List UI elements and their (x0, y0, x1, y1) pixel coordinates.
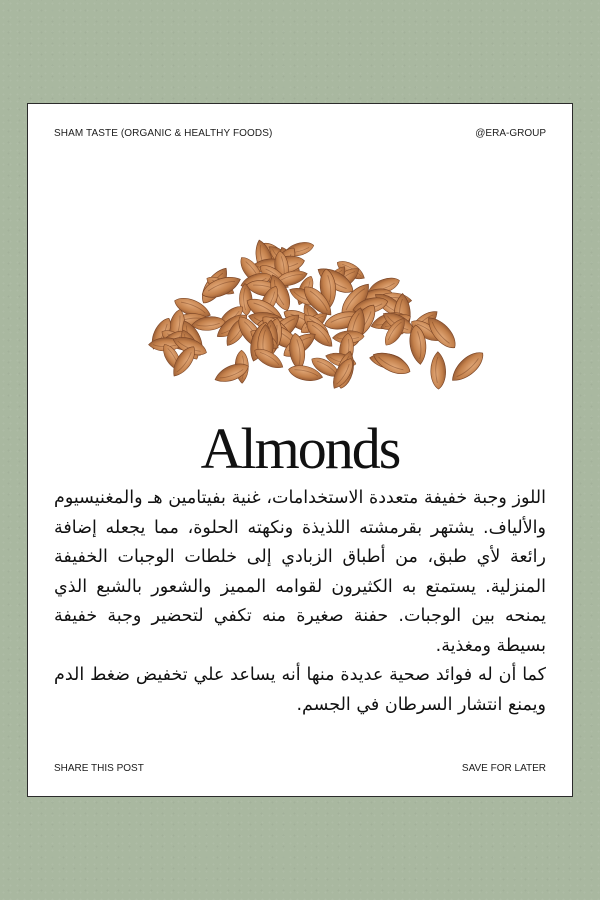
description-text (54, 484, 546, 720)
description-paragraph-1: اللوز وجبة خفيفة متعددة الاستخدامات، غنية بفيتامين هـ والمغنيسيوم والألياف. يشتهر بقرمشته اللذيذة ونكهته الحلوة، مما يجعله إضافة رائعة لأي طبق، من أطباق الزبادي إلى خلطات الوجبات الخفيفة المنزلية. يستمتع به الكثيرون لقوامه المميز والشعور بالشبع الذي يمنحه بين الوجبات. حفنة صغيرة منه تكفي لتحضير وجبة خفيفة بسيطة ومغذية. (54, 488, 546, 656)
save-for-later-button[interactable]: SAVE FOR LATER (461, 763, 546, 774)
page-title: Almonds (200, 416, 400, 481)
description-paragraph-2: كما أن له فوائد صحية عديدة منها أنه يساعد علي تخفيض ضغط الدم ويمنع انتشار السرطان في الجسم. (54, 665, 546, 715)
post-card (27, 103, 573, 797)
brand-name: SHAM TASTE (ORGANIC & HEALTHY FOODS) (54, 128, 273, 139)
almond-pile-image (110, 231, 490, 391)
share-post-button[interactable]: SHARE THIS POST (54, 763, 144, 774)
almond-icon (430, 352, 445, 390)
account-handle[interactable]: @ERA-GROUP (475, 128, 546, 139)
almond-icon (447, 347, 488, 386)
